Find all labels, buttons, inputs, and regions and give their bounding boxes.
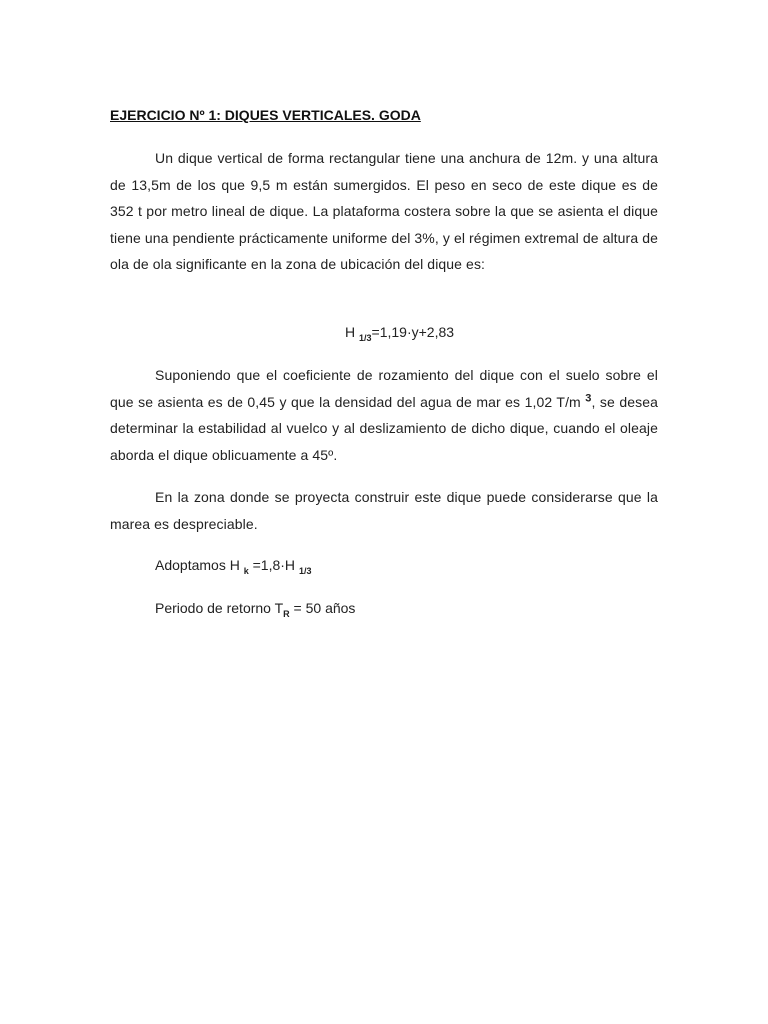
formula-symbol: H: [345, 324, 356, 340]
wave-height-formula: [345, 324, 455, 343]
return-period-line: [155, 600, 356, 619]
adopt-sub-k: k: [243, 565, 249, 576]
return-period-prefix: Periodo de retorno T: [155, 600, 284, 616]
adopt-sub-third: 1/3: [298, 565, 312, 576]
paragraph2-text-before: Suponiendo que el coeficiente de rozamiento del dique con el suelo sobre el que se asienta es de 0,45 y que la densidad del agua de mar es 1,02 T/m: [110, 367, 658, 410]
formula-subscript: 1/3: [359, 332, 372, 343]
paragraph-friction-density: [110, 362, 658, 468]
adopt-middle: =1,8·H: [252, 557, 296, 573]
formula-expression: =1,19·y+2,83: [371, 324, 455, 340]
paragraph-tide: En la zona donde se proyecta construir este dique puede considerarse que la marea es despreciable.: [110, 489, 658, 532]
paragraph2-superscript: 3: [585, 391, 592, 404]
paragraph2-text-after: , se desea determinar la estabilidad al vuelco y al deslizamiento de dicho dique, cuando el oleaje aborda el dique oblicuamente a 45º.: [110, 393, 658, 463]
return-period-subscript: R: [283, 608, 290, 619]
adopt-line: [155, 557, 312, 576]
exercise-title: EJERCICIO Nº 1: DIQUES VERTICALES. GODA: [110, 107, 421, 123]
return-period-suffix: = 50 años: [293, 600, 356, 616]
adopt-prefix: Adoptamos H: [155, 557, 240, 573]
paragraph-problem-statement: Un dique vertical de forma rectangular tiene una anchura de 12m. y una altura de 13,5m de los que 9,5 m están sumergidos. El peso en seco de este dique es de 352 t por metro lineal de dique. La plataforma costera sobre la que se asienta el dique tiene una pendiente prácticamente uniforme del 3%, y el régimen extremal de altura de ola de ola significante en la zona de ubicación del dique es:: [110, 150, 658, 273]
